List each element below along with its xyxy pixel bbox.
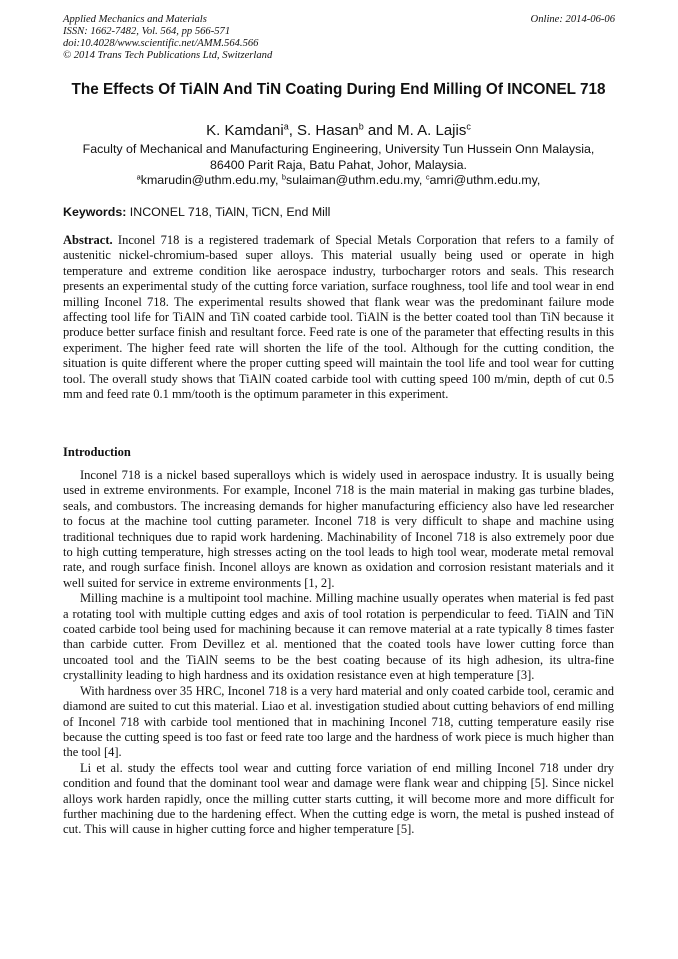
online-date: Online: 2014-06-06 [530, 14, 615, 25]
issn: ISSN: 1662-7482, Vol. 564, pp 566-571 [63, 26, 231, 37]
authors [63, 122, 614, 140]
author-name: S. Hasan [297, 122, 359, 139]
author-separator: , [288, 122, 298, 139]
paragraph: Li et al. study the effects tool wear and cutting force variation of end milling Inconel 718 under dry condition and found that the dominant tool wear and damage were flank wear and chipping [5]. Since nickel alloys work harden rapidly, once the milling cutter starts cutting, it will become more and more difficult for further machining due to the hardening effect. When the cutting edge is worn, the metal is pushed instead of cut. This will cause in higher cutting force and higher temperature [5]. [63, 760, 614, 837]
author-name: K. Kamdani [206, 122, 284, 139]
abstract-text: Inconel 718 is a registered trademark of Special Metals Corporation that refers to a family of austenitic nickel-chromium-based super alloys. This material usually being used or operate in high temperature and extreme condition like aerospace industry, turbocharger rotors and seals. This research presents an experimental study of the cutting force variation, surface roughness, tool life and tool wear in end milling Inconel 718. The experimental results showed that flank wear was the predominant failure mode affecting tool life for TiAlN and TiN coated carbide tool. TiAlN is the better coated tool than TiN because it produce better surface finish and resultant force. Feed rate is one of the parameter that effecting results in this experiment. The higher feed rate will shorten the life of the tool. Although for the cutting condition, the situation is quite different where the proper cutting speed will maintain the tool life and tool wear for cutting tool. The overall study shows that TiAlN coated carbide tool with cutting speed 100 m/min, depth of cut 0.5 mm and feed rate 0.1 mm/tooth is the optimum parameter in this experiment. [63, 233, 614, 402]
affiliation-line: 86400 Parit Raja, Batu Pahat, Johor, Malaysia. [210, 157, 467, 172]
email-mark: a [136, 172, 141, 182]
author-mark: b [358, 121, 364, 132]
doi: doi:10.4028/www.scientific.net/AMM.564.566 [63, 38, 259, 49]
section-heading-introduction: Introduction [63, 445, 131, 459]
author-mark: a [283, 121, 289, 132]
keywords [63, 205, 330, 219]
author-separator: and [363, 122, 398, 139]
paragraph: Milling machine is a multipoint tool machine. Milling machine usually operates when material is fed past a rotating tool with multiple cutting edges and axis of tool rotation is perpendicular to feed. TiAlN and TiN coated carbide tool being used for machining because it can remove material at a rate typically 8 times faster than carbide cutter. From Devillez et al. mentioned that the coated tools have lower cutting force than uncoated tool and the TiAlN seems to be the best coating because of its high adhesion, its ultra-fine crystallinity leading to high hardness and its oxidation resistance even at high temperature [3]. [63, 591, 614, 683]
introduction-body [63, 468, 614, 838]
keywords-value: INCONEL 718, TiAlN, TiCN, End Mill [126, 205, 331, 219]
author-mark: c [466, 121, 471, 132]
email-link[interactable]: amri@uthm.edu.my, [429, 173, 541, 188]
paragraph: With hardness over 35 HRC, Inconel 718 is a very hard material and only coated carbide tool, ceramic and diamond are suited to cut this material. Liao et al. investigation studied about cutting behaviors of end milling of Inconel 718 with carbide tool mentioned that in machining Inconel 718, cutting temperature easily rise because the cutting speed is too fast or feed rate too large and the hardness of work piece is much higher than the tool [4]. [63, 683, 614, 760]
email-link[interactable]: kmarudin@uthm.edu.my, [140, 173, 279, 188]
affiliation-line: Faculty of Mechanical and Manufacturing Engineering, University Tun Hussein Onn Malaysia, [82, 142, 595, 156]
journal-name: Applied Mechanics and Materials [63, 14, 207, 25]
paragraph: Inconel 718 is a nickel based superalloys which is widely used in aerospace industry. It is usually being used in extreme environments. For example, Inconel 718 is the main material in making gas turbine blades, seals, and combustors. The increasing demands for higher manufacturing efficiency also have led researcher to focus at the machine tool cutting parameter. Inconel 718 is very difficult to shape and machine using traditional techniques due to rapid work hardening. Machinability of Inconel 718 is also extremely poor due to high cutting temperature, high stresses acting on the tool leads to high tool wear, moderate metal removal rate, and rough surface finish. Inconel alloys are known as oxidation and corrosion resistant materials and it well suited for service in extreme environments [1, 2]. [63, 468, 614, 590]
email-mark: c [425, 172, 430, 182]
journal-header [63, 14, 272, 62]
affiliation [40, 142, 637, 189]
abstract [63, 233, 614, 402]
keywords-label: Keywords: [63, 205, 127, 219]
author-name: M. A. Lajis [397, 122, 467, 139]
email-mark: b [281, 172, 287, 182]
paper-title: The Effects Of TiAlN And TiN Coating During End Milling Of INCONEL 718 [71, 81, 606, 98]
copyright: © 2014 Trans Tech Publications Ltd, Switzerland [63, 50, 273, 61]
emails [40, 173, 637, 189]
abstract-label: Abstract. [63, 233, 113, 247]
email-link[interactable]: sulaiman@uthm.edu.my, [286, 173, 423, 188]
